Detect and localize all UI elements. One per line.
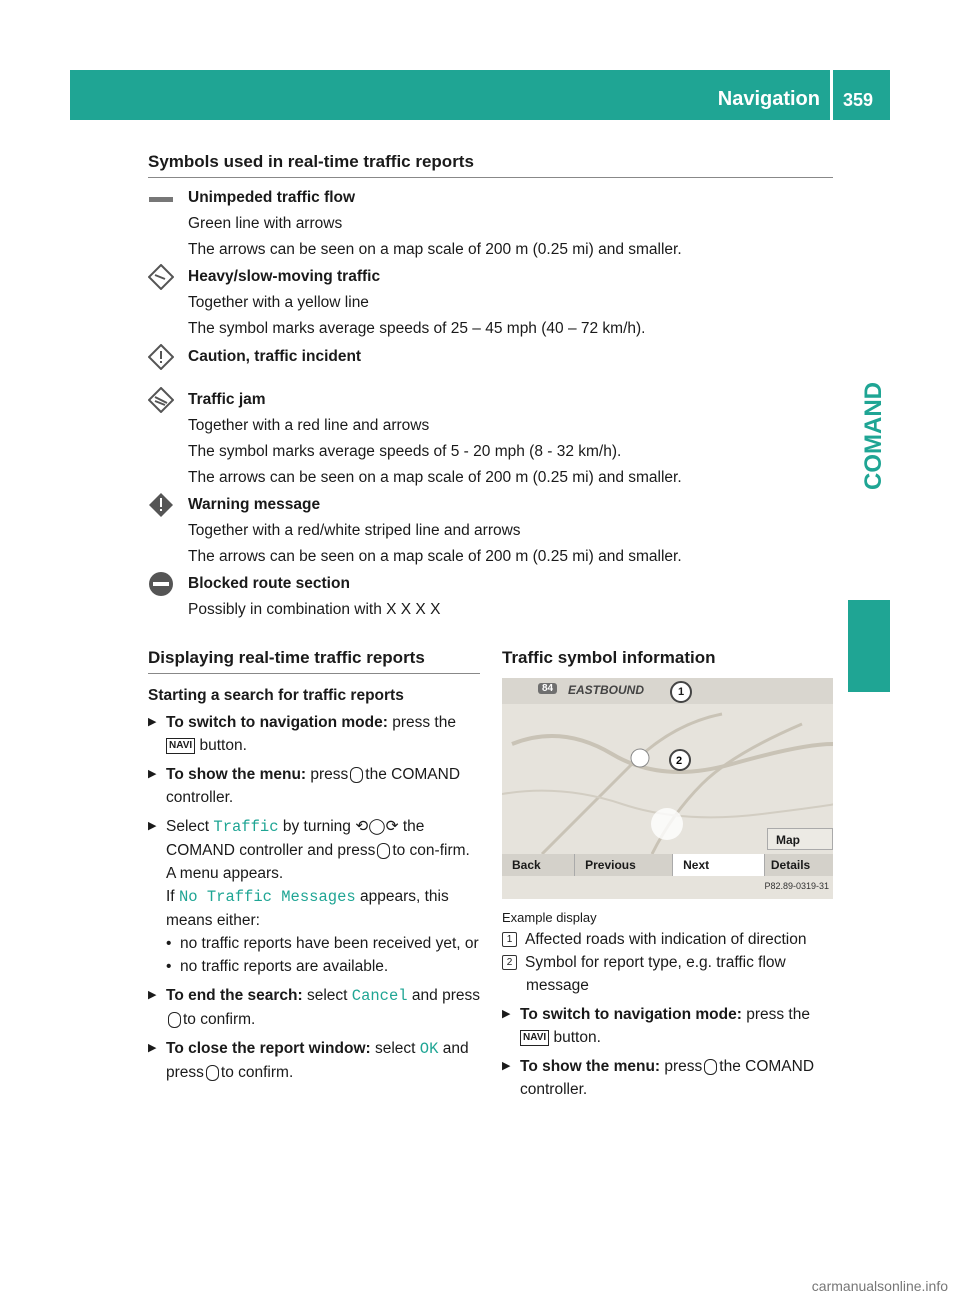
- section-rule: [148, 177, 833, 178]
- step-text: to con-firm.: [392, 842, 470, 859]
- example-display: [502, 678, 833, 899]
- symbol-desc: The arrows can be seen on a map scale of 200 m (0.25 mi) and smaller.: [188, 241, 682, 258]
- controller-press-icon: [350, 767, 363, 783]
- step-text: to confirm.: [220, 1064, 294, 1081]
- step-label: To close the report window:: [166, 1040, 371, 1057]
- warning-message-icon: [148, 492, 174, 518]
- callout-1-icon: 1: [502, 932, 517, 947]
- controller-press-icon: [168, 1012, 181, 1028]
- symbol-desc: The symbol marks average speeds of 5 - 20 mph (8 - 32 km/h).: [188, 443, 622, 460]
- symbol-desc: Together with a red line and arrows: [188, 417, 430, 434]
- step: [502, 1003, 836, 1049]
- map-button[interactable]: Map: [767, 828, 833, 850]
- step-label: To switch to navigation mode:: [166, 714, 388, 731]
- callout-text: Symbol for report type, e.g. traffic flow message: [525, 954, 786, 994]
- step-text: press the: [746, 1006, 810, 1023]
- bullet-item: • no traffic reports have been received yet, or: [166, 932, 482, 955]
- menu-item-code: Traffic: [213, 818, 279, 836]
- callout-item: [502, 951, 836, 997]
- softkey-bar: [502, 854, 833, 876]
- left-column: [148, 684, 482, 1090]
- next-button[interactable]: Next: [673, 854, 765, 876]
- traffic-jam-icon: [148, 387, 174, 413]
- step-text: and press: [411, 987, 480, 1004]
- step: [148, 711, 482, 757]
- previous-button[interactable]: Previous: [575, 854, 673, 876]
- step-text: to confirm.: [183, 1011, 256, 1028]
- step-text: A menu appears.: [166, 865, 284, 882]
- right-column: [502, 908, 836, 1107]
- controller-press-icon: [377, 843, 390, 859]
- page-number: 359: [843, 90, 874, 110]
- symbol-title: Blocked route section: [188, 575, 350, 592]
- symbol-desc: The symbol marks average speeds of 25 – 45 mph (40 – 72 km/h).: [188, 320, 646, 337]
- symbol-desc: The arrows can be seen on a map scale of 200 m (0.25 mi) and smaller.: [188, 469, 682, 486]
- watermark: carmanualsonline.info: [811, 1278, 948, 1294]
- screen-footer: [502, 876, 833, 899]
- step-text: select: [374, 1040, 416, 1057]
- step-label: To show the menu:: [520, 1058, 661, 1075]
- symbol-title: Heavy/slow-moving traffic: [188, 268, 381, 285]
- side-chapter-label: COMAND: [860, 382, 887, 490]
- route-shield-icon: 84: [538, 683, 557, 694]
- symbol-desc: Together with a red/white striped line and arrows: [188, 522, 521, 539]
- navi-button-icon: NAVI: [520, 1030, 549, 1046]
- controller-press-icon: [206, 1065, 219, 1081]
- step-text: the COMAND controller and press: [166, 818, 425, 859]
- step-label: To show the menu:: [166, 766, 307, 783]
- subsection-title: Starting a search for traffic reports: [148, 687, 404, 704]
- caution-incident-icon: [148, 344, 174, 370]
- step-label: To end the search:: [166, 987, 303, 1004]
- heavy-traffic-icon: [148, 264, 174, 290]
- symbol-title: Warning message: [188, 496, 321, 513]
- step-text: appears, this means either:: [166, 888, 449, 929]
- symbol-desc: Green line with arrows: [188, 215, 343, 232]
- details-button[interactable]: Details: [770, 858, 811, 872]
- symbol-title: Traffic jam: [188, 391, 266, 408]
- step-text: Select: [166, 818, 210, 835]
- menu-item-code: OK: [419, 1040, 439, 1058]
- navi-button-icon: NAVI: [166, 738, 195, 754]
- controller-press-icon: [704, 1059, 717, 1075]
- step: [148, 815, 482, 978]
- step-text: the COMAND controller.: [520, 1058, 815, 1098]
- direction-label: EASTBOUND: [568, 683, 645, 697]
- step-text: and press: [166, 1040, 469, 1081]
- step: [148, 763, 482, 809]
- bullet-item: • no traffic reports are available.: [166, 955, 482, 978]
- caption: Example display: [502, 910, 597, 925]
- step-text: select: [306, 987, 348, 1004]
- step: [148, 1037, 482, 1084]
- blocked-route-icon: [148, 571, 174, 597]
- step-text: press the: [392, 714, 456, 731]
- left-section-title: Displaying real-time traffic reports: [148, 648, 425, 667]
- screen-header: [502, 678, 833, 704]
- symbol-title: Caution, traffic incident: [188, 348, 362, 365]
- symbol-desc: Together with a yellow line: [188, 294, 369, 311]
- step-text: press: [310, 766, 349, 783]
- step: [148, 984, 482, 1031]
- step-label: To switch to navigation mode:: [520, 1006, 742, 1023]
- symbols-section-title: Symbols used in real-time traffic reports: [148, 152, 474, 171]
- menu-item-code: Cancel: [351, 987, 408, 1005]
- callout-text: Affected roads with indication of direction: [525, 931, 807, 948]
- step-text: button.: [553, 1029, 601, 1046]
- side-chapter-block: [848, 600, 890, 692]
- symbol-desc: Possibly in combination with X X X X: [188, 601, 441, 618]
- header-divider: [830, 70, 833, 120]
- step-text: button.: [199, 737, 247, 754]
- step-text: press: [664, 1058, 703, 1075]
- callout-2-icon: 2: [502, 955, 517, 970]
- step-text: the COMAND controller.: [166, 766, 461, 806]
- symbol-title: Unimpeded traffic flow: [188, 189, 356, 206]
- green-line-arrows-icon: [148, 185, 174, 211]
- callout-item: [502, 928, 836, 951]
- step: [502, 1055, 836, 1101]
- step-text: If: [166, 888, 175, 905]
- right-section-title: Traffic symbol information: [502, 648, 716, 667]
- controller-turn-icon: ⟲◯⟳: [355, 818, 399, 835]
- section-title: Navigation: [717, 88, 820, 110]
- symbol-desc: The arrows can be seen on a map scale of 200 m (0.25 mi) and smaller.: [188, 548, 682, 565]
- callout-1-marker: 1: [670, 681, 692, 703]
- menu-item-code: No Traffic Messages: [178, 888, 356, 906]
- step-text: by turning: [282, 818, 351, 835]
- image-reference: P82.89-0319-31: [764, 881, 829, 891]
- back-button[interactable]: Back: [502, 854, 575, 876]
- svg-text:2: 2: [676, 755, 683, 767]
- section-rule: [148, 673, 480, 674]
